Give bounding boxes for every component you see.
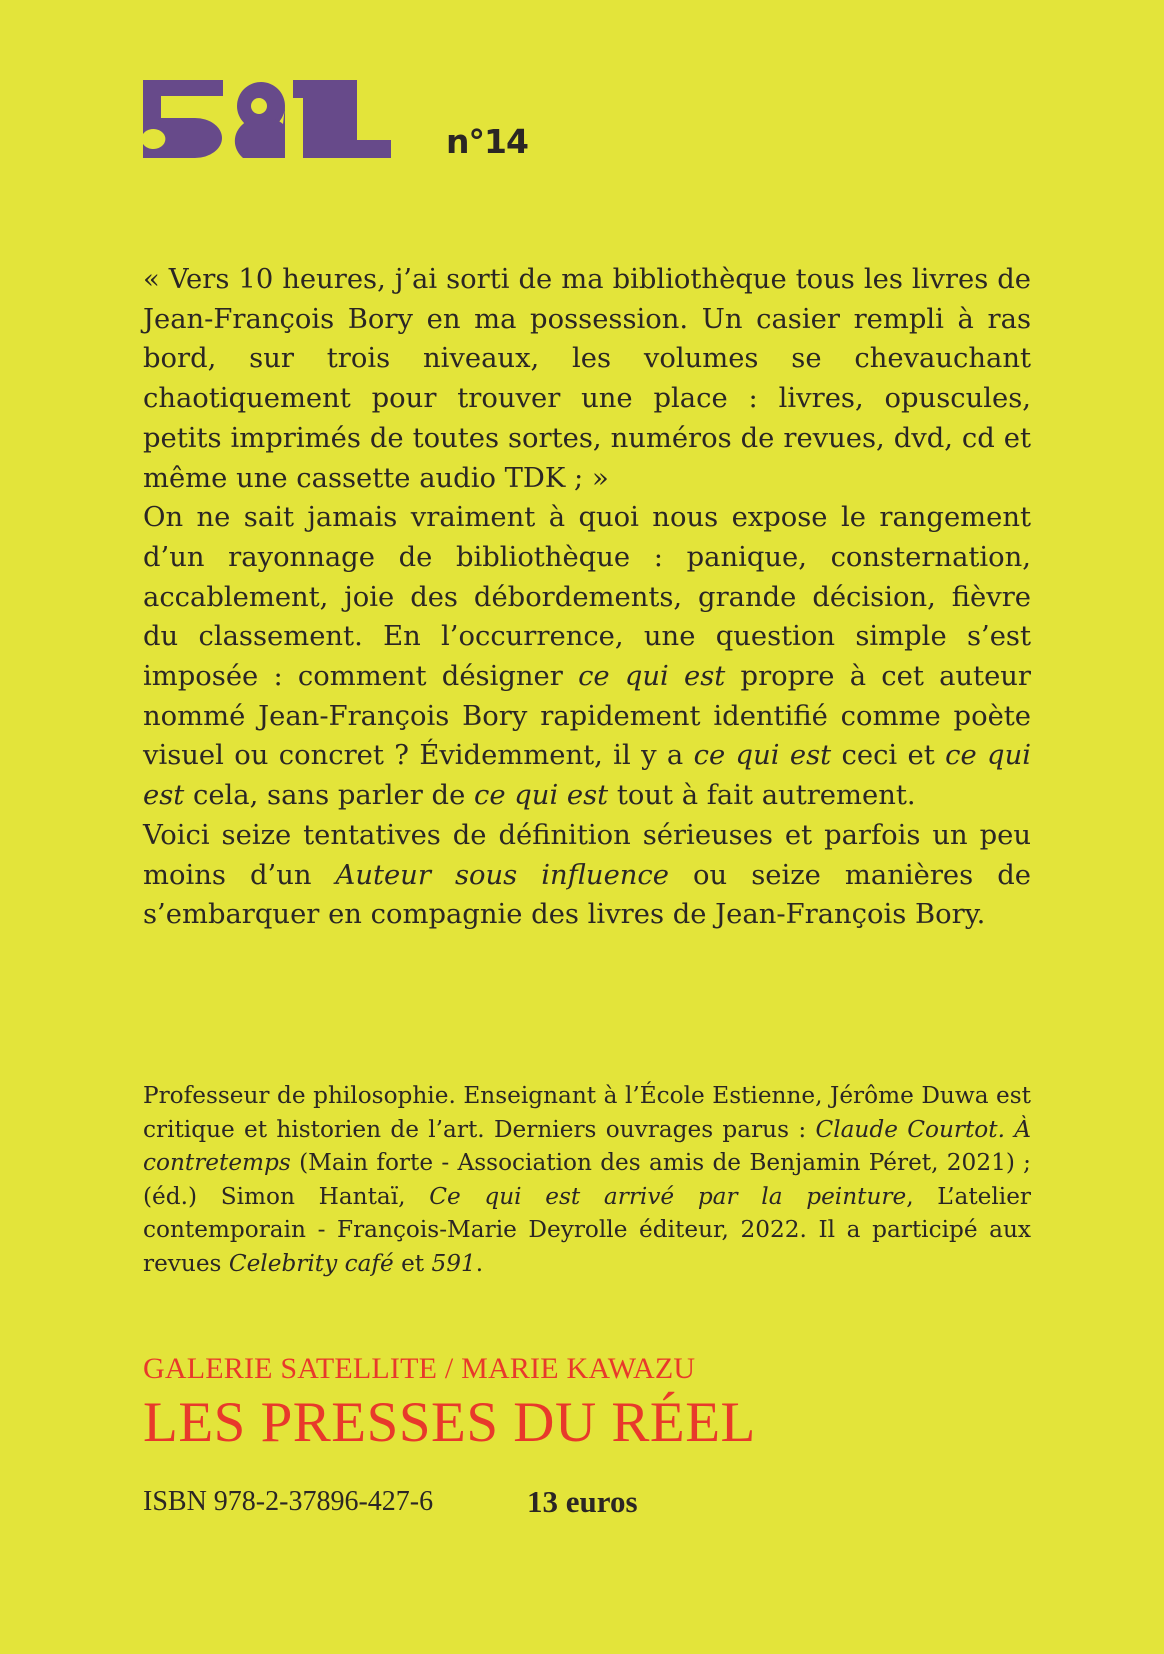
logo-5-bowl bbox=[143, 118, 222, 158]
logo-1-stem bbox=[303, 80, 357, 158]
logo-5-stem bbox=[143, 96, 161, 118]
issue-number: n°14 bbox=[446, 122, 528, 161]
intro-paragraph: On ne sait jamais vraiment à quoi nous expose le rangement d’un rayonnage de bibliothèque : panique, consternation, accablement, joie des débordements, grande décision, fièvre du classement. En l’occurrence, une question simple s’est imposée : comment désigner ce qui est propre à cet auteur nommé Jean-François Bory rapidement identifié comme poète visuel ou concret ? Évidemment, il y a ce qui est ceci et ce qui est cela, sans parler de ce qui est tout à fait autrement. bbox=[143, 502, 1032, 812]
back-cover-text bbox=[143, 260, 1031, 935]
logo-1-flag bbox=[293, 80, 303, 98]
quote-paragraph bbox=[143, 260, 1031, 498]
publisher-name: LES PRESSES DU RÉEL bbox=[143, 1391, 756, 1454]
header bbox=[143, 76, 543, 176]
logo-1-base bbox=[357, 140, 391, 158]
logo-5-top-bar bbox=[143, 80, 223, 96]
author-bio: Professeur de philosophie. Enseignant à l’École Estienne, Jérôme Duwa est critique et historien de l’art. Derniers ouvrages parus : Claude Courtot. À contretemps (Main forte - Association des amis de Benjamin Péret, 2021) ; (éd.) Simon Hantaï, Ce qui est arrivé par la peinture, L’atelier contemporain - François-Marie Deyrolle éditeur, 2022. Il a participé aux revues Celebrity café et 591. bbox=[143, 1082, 1031, 1277]
logo-591 bbox=[143, 80, 393, 160]
isbn: ISBN 978-2-37896-427-6 bbox=[143, 1486, 434, 1517]
publisher-subtitle: GALERIE SATELLITE / MARIE KAWAZU bbox=[143, 1352, 696, 1385]
price: 13 euros bbox=[527, 1484, 638, 1519]
summary-paragraph: Voici seize tentatives de définition sérieuses et parfois un peu moins d’un Auteur sous influence ou seize manières de s’embarquer en compagnie des livres de Jean-François Bory. bbox=[143, 819, 1031, 931]
quote-text: « Vers 10 heures, j’ai sorti de ma bibliothèque tous les livres de Jean-François Bory en ma possession. Un casier rempli à ras bord, sur trois niveaux, les volumes se chevauchant chaotiquement pour trouver une place : livres, opuscules, petits imprimés de toutes sortes, numéros de revues, dvd, cd et même une cassette audio TDK ; » bbox=[143, 264, 1031, 494]
